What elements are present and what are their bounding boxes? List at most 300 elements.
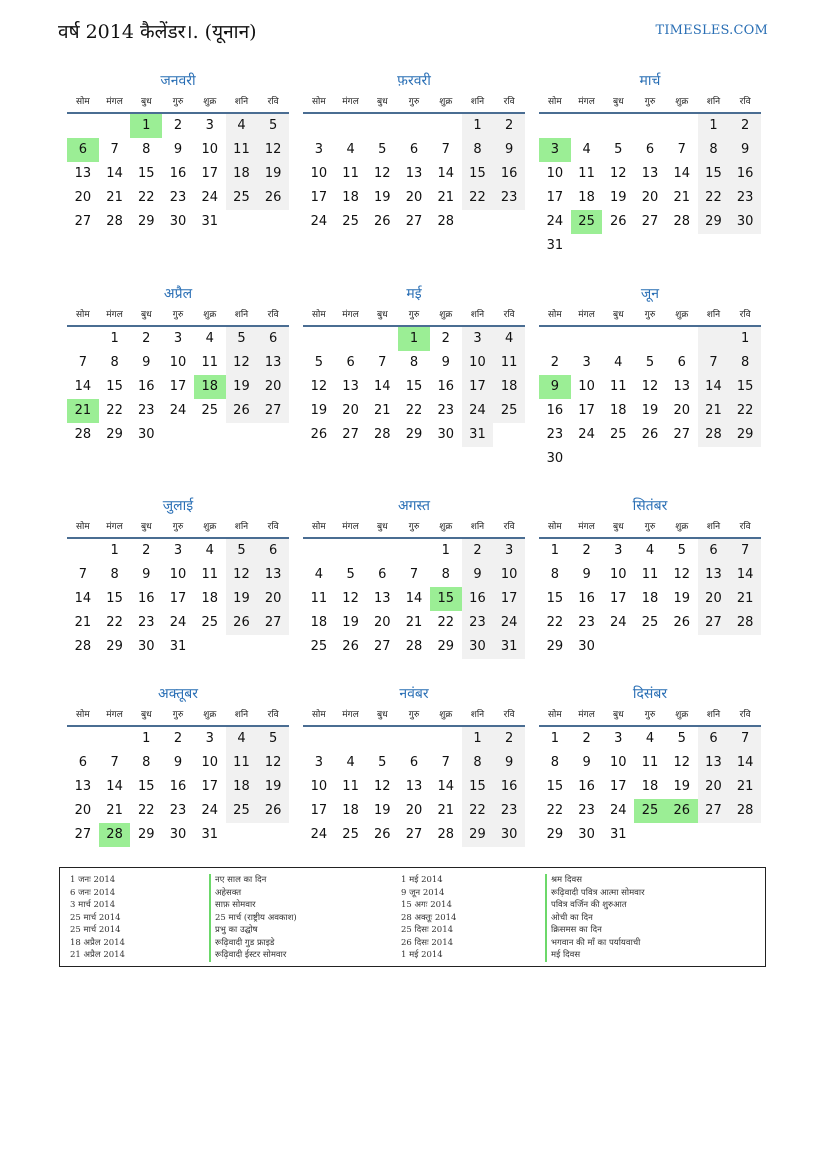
day-cell[interactable]: 22 [405,403,423,418]
day-cell[interactable]: 8 [441,567,450,582]
day-cell[interactable]: 6 [257,327,289,351]
day-cell[interactable]: 7 [378,355,387,370]
day-cell[interactable]: 1 [550,731,559,746]
day-cell[interactable]: 13 [698,751,730,775]
day-cell[interactable]: 13 [257,563,289,587]
day-cell[interactable]: 18 [194,375,226,399]
day-cell[interactable]: 23 [493,186,525,210]
day-cell[interactable]: 19 [641,403,659,418]
day-cell[interactable]: 21 [405,615,423,630]
day-cell[interactable]: 24 [310,827,328,842]
day-cell[interactable]: 11 [201,355,218,370]
day-cell[interactable]: 18 [641,591,659,606]
day-cell[interactable]: 27 [405,214,423,229]
day-cell[interactable]: 5 [346,567,355,582]
day-cell[interactable]: 22 [138,190,155,205]
day-cell[interactable]: 10 [310,166,328,181]
day-cell[interactable]: 7 [110,755,119,770]
day-cell[interactable]: 26 [257,186,289,210]
day-cell[interactable]: 7 [409,567,419,582]
day-cell[interactable]: 31 [169,639,187,654]
day-cell[interactable]: 24 [610,615,627,630]
day-cell[interactable]: 23 [493,799,525,823]
day-cell[interactable]: 8 [110,355,119,370]
day-cell[interactable]: 14 [437,166,454,181]
day-cell[interactable]: 14 [698,375,730,399]
day-cell[interactable]: 18 [201,591,218,606]
day-cell[interactable]: 12 [374,779,391,794]
day-cell[interactable]: 2 [173,731,183,746]
day-cell[interactable]: 27 [698,799,730,823]
day-cell[interactable]: 5 [378,142,387,157]
day-cell[interactable]: 16 [169,779,187,794]
day-cell[interactable]: 8 [729,351,761,375]
day-cell[interactable]: 10 [169,567,187,582]
day-cell[interactable]: 10 [310,779,328,794]
day-cell[interactable]: 15 [698,162,730,186]
day-cell[interactable]: 14 [106,166,123,181]
day-cell[interactable]: 9 [441,355,450,370]
day-cell[interactable]: 27 [342,427,359,442]
day-cell[interactable]: 20 [405,803,423,818]
day-cell[interactable]: 18 [226,162,258,186]
day-cell[interactable]: 19 [673,591,690,606]
day-cell[interactable]: 24 [578,427,595,442]
day-cell[interactable]: 31 [546,238,564,253]
day-cell[interactable]: 19 [342,615,359,630]
day-cell[interactable]: 4 [614,355,623,370]
day-cell[interactable]: 24 [493,611,525,635]
day-cell[interactable]: 12 [257,751,289,775]
day-cell[interactable]: 25 [201,403,218,418]
day-cell[interactable]: 21 [729,587,761,611]
day-cell[interactable]: 10 [462,351,494,375]
day-cell[interactable]: 13 [641,166,659,181]
day-cell[interactable]: 14 [374,379,391,394]
day-cell[interactable]: 19 [610,190,627,205]
day-cell[interactable]: 12 [226,563,258,587]
day-cell[interactable]: 17 [610,779,627,794]
day-cell[interactable]: 3 [173,331,183,346]
day-cell[interactable]: 5 [614,142,623,157]
day-cell[interactable]: 10 [578,379,595,394]
day-cell[interactable]: 25 [571,210,603,234]
day-cell[interactable]: 29 [405,427,423,442]
day-cell[interactable]: 25 [610,427,627,442]
day-cell[interactable]: 9 [173,142,183,157]
day-cell[interactable]: 15 [106,591,123,606]
day-cell[interactable]: 11 [226,751,258,775]
day-cell[interactable]: 10 [201,142,218,157]
day-cell[interactable]: 26 [374,827,391,842]
day-cell[interactable]: 15 [138,166,155,181]
day-cell[interactable]: 4 [205,543,214,558]
day-cell[interactable]: 25 [226,799,258,823]
day-cell[interactable]: 5 [378,755,387,770]
day-cell[interactable]: 6 [698,539,730,563]
day-cell[interactable]: 30 [138,427,155,442]
day-cell[interactable]: 29 [462,823,494,847]
day-cell[interactable]: 1 [462,727,494,751]
day-cell[interactable]: 10 [169,355,187,370]
day-cell[interactable]: 19 [673,779,690,794]
day-cell[interactable]: 19 [226,375,258,399]
day-cell[interactable]: 28 [729,611,761,635]
day-cell[interactable]: 21 [673,190,690,205]
day-cell[interactable]: 31 [462,423,494,447]
day-cell[interactable]: 5 [677,543,686,558]
day-cell[interactable]: 21 [437,190,454,205]
day-cell[interactable]: 25 [342,827,359,842]
day-cell[interactable]: 27 [698,611,730,635]
day-cell[interactable]: 14 [437,779,454,794]
day-cell[interactable]: 22 [106,615,123,630]
day-cell[interactable]: 5 [257,727,289,751]
day-cell[interactable]: 3 [539,138,571,162]
day-cell[interactable]: 2 [582,731,591,746]
day-cell[interactable]: 23 [169,803,187,818]
day-cell[interactable]: 2 [441,331,450,346]
day-cell[interactable]: 12 [374,166,391,181]
day-cell[interactable]: 4 [205,331,214,346]
day-cell[interactable]: 23 [578,615,595,630]
day-cell[interactable]: 17 [201,166,218,181]
day-cell[interactable]: 23 [462,611,494,635]
day-cell[interactable]: 17 [310,190,328,205]
day-cell[interactable]: 26 [257,799,289,823]
day-cell[interactable]: 13 [74,779,92,794]
day-cell[interactable]: 28 [405,639,423,654]
day-cell[interactable]: 27 [405,827,423,842]
day-cell[interactable]: 10 [610,567,627,582]
day-cell[interactable]: 11 [493,351,525,375]
day-cell[interactable]: 5 [314,355,323,370]
day-cell[interactable]: 15 [462,775,494,799]
day-cell[interactable]: 28 [437,827,454,842]
day-cell[interactable]: 14 [74,379,92,394]
day-cell[interactable]: 4 [226,727,258,751]
day-cell[interactable]: 23 [729,186,761,210]
day-cell[interactable]: 3 [614,543,623,558]
day-cell[interactable]: 28 [673,214,690,229]
day-cell[interactable]: 1 [110,331,119,346]
day-cell[interactable]: 21 [374,403,391,418]
day-cell[interactable]: 28 [437,214,454,229]
day-cell[interactable]: 7 [677,142,686,157]
day-cell[interactable]: 8 [462,751,494,775]
day-cell[interactable]: 9 [729,138,761,162]
day-cell[interactable]: 3 [205,118,214,133]
day-cell[interactable]: 26 [226,399,258,423]
day-cell[interactable]: 29 [106,639,123,654]
day-cell[interactable]: 2 [462,539,494,563]
day-cell[interactable]: 26 [310,427,328,442]
day-cell[interactable]: 10 [493,563,525,587]
day-cell[interactable]: 20 [641,190,659,205]
day-cell[interactable]: 5 [226,539,258,563]
day-cell[interactable]: 11 [342,166,359,181]
day-cell[interactable]: 30 [169,827,187,842]
day-cell[interactable]: 14 [405,591,423,606]
day-cell[interactable]: 19 [374,190,391,205]
day-cell[interactable]: 28 [74,639,92,654]
day-cell[interactable]: 25 [342,214,359,229]
day-cell[interactable]: 14 [729,751,761,775]
day-cell[interactable]: 20 [698,775,730,799]
day-cell[interactable]: 24 [169,403,187,418]
day-cell[interactable]: 20 [74,803,92,818]
day-cell[interactable]: 28 [729,799,761,823]
day-cell[interactable]: 20 [257,587,289,611]
day-cell[interactable]: 29 [698,210,730,234]
day-cell[interactable]: 21 [698,399,730,423]
day-cell[interactable]: 20 [257,375,289,399]
day-cell[interactable]: 18 [610,403,627,418]
day-cell[interactable]: 17 [169,591,187,606]
day-cell[interactable]: 18 [493,375,525,399]
day-cell[interactable]: 1 [550,543,559,558]
day-cell[interactable]: 12 [310,379,328,394]
day-cell[interactable]: 22 [462,799,494,823]
day-cell[interactable]: 20 [673,403,690,418]
day-cell[interactable]: 7 [110,142,119,157]
day-cell[interactable]: 16 [546,403,564,418]
day-cell[interactable]: 31 [610,827,627,842]
day-cell[interactable]: 14 [74,591,92,606]
day-cell[interactable]: 7 [441,142,450,157]
day-cell[interactable]: 28 [99,823,131,847]
day-cell[interactable]: 7 [698,351,730,375]
day-cell[interactable]: 27 [641,214,659,229]
day-cell[interactable]: 29 [138,214,155,229]
day-cell[interactable]: 26 [342,639,359,654]
day-cell[interactable]: 25 [641,615,659,630]
day-cell[interactable]: 15 [106,379,123,394]
day-cell[interactable]: 24 [201,190,218,205]
day-cell[interactable]: 4 [645,543,655,558]
day-cell[interactable]: 20 [698,587,730,611]
day-cell[interactable]: 26 [610,214,627,229]
day-cell[interactable]: 28 [74,427,92,442]
day-cell[interactable]: 14 [729,563,761,587]
day-cell[interactable]: 27 [673,427,690,442]
day-cell[interactable]: 2 [142,331,151,346]
day-cell[interactable]: 23 [138,615,155,630]
day-cell[interactable]: 19 [257,162,289,186]
day-cell[interactable]: 4 [582,142,591,157]
day-cell[interactable]: 6 [677,355,686,370]
day-cell[interactable]: 30 [169,214,187,229]
day-cell[interactable]: 30 [437,427,454,442]
day-cell[interactable]: 25 [634,799,666,823]
day-cell[interactable]: 16 [729,162,761,186]
day-cell[interactable]: 23 [578,803,595,818]
day-cell[interactable]: 14 [673,166,690,181]
day-cell[interactable]: 2 [729,114,761,138]
day-cell[interactable]: 22 [729,399,761,423]
day-cell[interactable]: 27 [74,214,92,229]
day-cell[interactable]: 21 [106,803,123,818]
day-cell[interactable]: 13 [673,379,690,394]
day-cell[interactable]: 7 [729,539,761,563]
day-cell[interactable]: 3 [205,731,214,746]
day-cell[interactable]: 17 [169,379,187,394]
day-cell[interactable]: 26 [666,799,698,823]
day-cell[interactable]: 24 [610,803,627,818]
day-cell[interactable]: 11 [226,138,258,162]
day-cell[interactable]: 16 [138,379,155,394]
day-cell[interactable]: 19 [257,775,289,799]
day-cell[interactable]: 15 [546,591,564,606]
day-cell[interactable]: 8 [550,755,559,770]
day-cell[interactable]: 10 [201,755,218,770]
day-cell[interactable]: 8 [142,142,151,157]
day-cell[interactable]: 2 [493,114,525,138]
day-cell[interactable]: 8 [110,567,119,582]
day-cell[interactable]: 9 [582,567,591,582]
day-cell[interactable]: 6 [78,755,87,770]
day-cell[interactable]: 6 [645,142,655,157]
day-cell[interactable]: 12 [641,379,659,394]
day-cell[interactable]: 16 [437,379,454,394]
day-cell[interactable]: 29 [437,639,454,654]
day-cell[interactable]: 30 [138,639,155,654]
day-cell[interactable]: 27 [374,639,391,654]
day-cell[interactable]: 15 [546,779,564,794]
day-cell[interactable]: 4 [346,755,355,770]
day-cell[interactable]: 18 [310,615,328,630]
day-cell[interactable]: 23 [138,403,155,418]
day-cell[interactable]: 24 [169,615,187,630]
day-cell[interactable]: 25 [226,186,258,210]
day-cell[interactable]: 2 [142,543,151,558]
day-cell[interactable]: 2 [493,727,525,751]
day-cell[interactable]: 13 [74,166,92,181]
day-cell[interactable]: 16 [169,166,187,181]
day-cell[interactable]: 1 [142,731,151,746]
day-cell[interactable]: 26 [641,427,659,442]
day-cell[interactable]: 5 [677,731,686,746]
day-cell[interactable]: 19 [374,803,391,818]
day-cell[interactable]: 16 [493,162,525,186]
day-cell[interactable]: 22 [698,186,730,210]
day-cell[interactable]: 11 [310,591,328,606]
day-cell[interactable]: 24 [462,399,494,423]
day-cell[interactable]: 26 [673,615,690,630]
day-cell[interactable]: 11 [201,567,218,582]
day-cell[interactable]: 13 [342,379,359,394]
day-cell[interactable]: 24 [546,214,564,229]
day-cell[interactable]: 7 [441,755,450,770]
day-cell[interactable]: 6 [257,539,289,563]
day-cell[interactable]: 16 [493,775,525,799]
day-cell[interactable]: 26 [226,611,258,635]
day-cell[interactable]: 15 [729,375,761,399]
day-cell[interactable]: 24 [201,803,218,818]
day-cell[interactable]: 3 [582,355,591,370]
day-cell[interactable]: 19 [310,403,328,418]
day-cell[interactable]: 15 [138,779,155,794]
day-cell[interactable]: 30 [729,210,761,234]
day-cell[interactable]: 21 [74,615,92,630]
day-cell[interactable]: 8 [409,355,419,370]
day-cell[interactable]: 31 [493,635,525,659]
day-cell[interactable]: 20 [342,403,359,418]
day-cell[interactable]: 22 [437,615,454,630]
day-cell[interactable]: 22 [106,403,123,418]
day-cell[interactable]: 3 [614,731,623,746]
day-cell[interactable]: 29 [729,423,761,447]
day-cell[interactable]: 16 [578,591,595,606]
day-cell[interactable]: 27 [257,611,289,635]
day-cell[interactable]: 9 [493,751,525,775]
day-cell[interactable]: 11 [578,166,595,181]
day-cell[interactable]: 29 [546,827,564,842]
day-cell[interactable]: 1 [729,327,761,351]
day-cell[interactable]: 16 [462,587,494,611]
day-cell[interactable]: 1 [130,114,162,138]
day-cell[interactable]: 9 [493,138,525,162]
day-cell[interactable]: 30 [462,635,494,659]
day-cell[interactable]: 23 [169,190,187,205]
day-cell[interactable]: 6 [378,567,387,582]
day-cell[interactable]: 24 [310,214,328,229]
day-cell[interactable]: 7 [78,567,87,582]
day-cell[interactable]: 25 [493,399,525,423]
day-cell[interactable]: 4 [226,114,258,138]
day-cell[interactable]: 23 [546,427,564,442]
day-cell[interactable]: 22 [546,803,564,818]
day-cell[interactable]: 22 [462,186,494,210]
day-cell[interactable]: 17 [546,190,564,205]
day-cell[interactable]: 9 [462,563,494,587]
day-cell[interactable]: 8 [462,138,494,162]
day-cell[interactable]: 15 [430,587,462,611]
day-cell[interactable]: 13 [374,591,391,606]
day-cell[interactable]: 25 [310,639,328,654]
day-cell[interactable]: 19 [226,587,258,611]
day-cell[interactable]: 12 [673,567,690,582]
day-cell[interactable]: 12 [226,351,258,375]
day-cell[interactable]: 14 [106,779,123,794]
day-cell[interactable]: 7 [729,727,761,751]
day-cell[interactable]: 13 [405,779,423,794]
day-cell[interactable]: 6 [698,727,730,751]
day-cell[interactable]: 18 [641,779,659,794]
day-cell[interactable]: 17 [493,587,525,611]
day-cell[interactable]: 4 [645,731,655,746]
day-cell[interactable]: 8 [550,567,559,582]
day-cell[interactable]: 15 [405,379,423,394]
day-cell[interactable]: 12 [673,755,690,770]
day-cell[interactable]: 20 [74,190,92,205]
day-cell[interactable]: 6 [409,755,419,770]
day-cell[interactable]: 18 [342,803,359,818]
day-cell[interactable]: 3 [462,327,494,351]
day-cell[interactable]: 20 [374,615,391,630]
day-cell[interactable]: 25 [201,615,218,630]
day-cell[interactable]: 11 [641,567,659,582]
day-cell[interactable]: 31 [201,827,218,842]
day-cell[interactable]: 1 [698,114,730,138]
day-cell[interactable]: 1 [441,543,450,558]
day-cell[interactable]: 17 [578,403,595,418]
day-cell[interactable]: 10 [546,166,564,181]
day-cell[interactable]: 17 [201,779,218,794]
day-cell[interactable]: 12 [257,138,289,162]
day-cell[interactable]: 2 [582,543,591,558]
day-cell[interactable]: 3 [173,543,183,558]
